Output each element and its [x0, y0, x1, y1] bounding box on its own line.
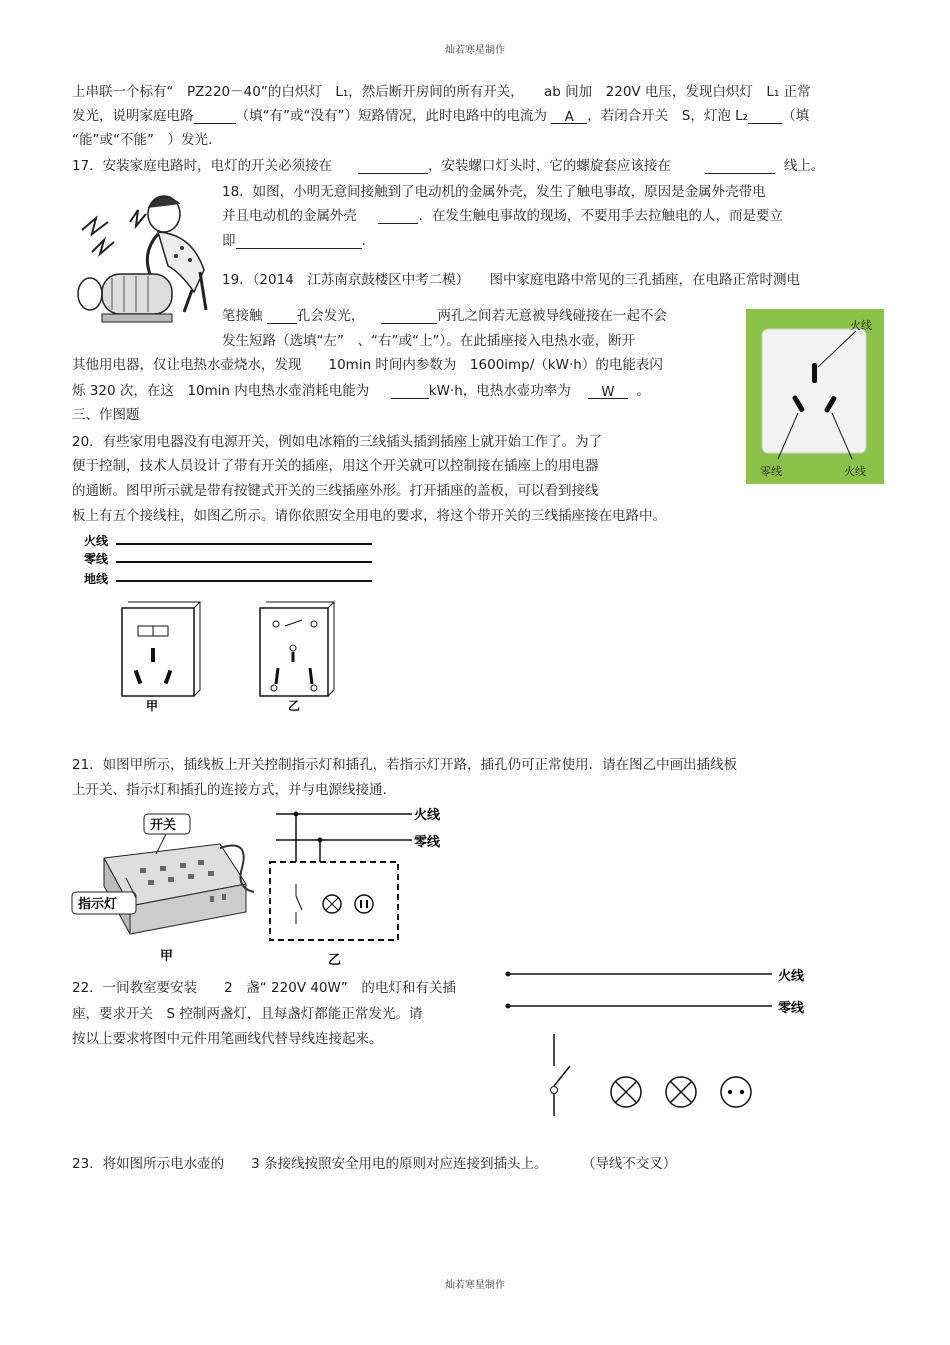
q17: 17．安装家庭电路时，电灯的开关必须接在 ，安装螺口灯头时，它的螺旋套应该接在 线上。: [72, 158, 825, 174]
q21-line1: 21．如图甲所示，插线板上开关控制指示灯和插孔，若指示灯开路，插孔仍可正常使用．请在图乙中画出插线板: [72, 757, 738, 773]
socket-symbol-icon: [355, 895, 373, 913]
q16-blank-short-circuit[interactable]: [194, 109, 236, 124]
wire-label-neutral-22: 零线: [778, 1001, 805, 1016]
callout-indicator: 指示灯: [78, 897, 118, 912]
q21-line2: 上开关、指示灯和插孔的连接方式，并与电源线接通.: [72, 782, 387, 798]
label-live: 火线: [844, 465, 866, 478]
wire-label-fire: 火线: [84, 534, 109, 548]
socket-22-icon[interactable]: [721, 1077, 751, 1107]
q19-line1: 19．（2014 江苏南京鼓楼区中考二模） 图中家庭电路中常见的三孔插座，在电路正常时测电: [222, 272, 801, 288]
q18-blank-action[interactable]: [236, 234, 362, 249]
three-hole-socket-photo: [746, 309, 884, 484]
q18-line1: 18．如图，小明无意间接触到了电动机的金属外壳，发生了触电事故，原因是金属外壳带电: [222, 184, 766, 200]
q18-line2: 并且电动机的金属外壳 ．在发生触电事故的现场，不要用手去拉触电的人，而是要立: [222, 208, 783, 224]
q16-blank-l2[interactable]: [748, 109, 782, 124]
q16-blank-current[interactable]: A: [551, 109, 587, 124]
q18-blank-ground[interactable]: [378, 209, 418, 224]
fig-label-jia: 甲: [146, 699, 159, 713]
power-strip-figure: [70, 808, 260, 968]
q19-line2: 笔接触 孔会发光， 两孔之间若无意被导线碰接在一起不会: [222, 308, 667, 324]
section-title: 三、作图题: [72, 407, 140, 423]
q22-line3: 按以上要求将图中元件用笔画线代替导线连接起来。: [72, 1031, 383, 1047]
lamp-2-icon[interactable]: [666, 1077, 696, 1107]
q16-line2: 发光，说明家庭电路 （填“有”或“没有”）短路情况，此时电路中的电流为 A ，若闭合开关 S，灯泡 L₂ （填: [72, 108, 810, 125]
callout-switch: 开关: [150, 818, 177, 833]
page-header: 灿若寒星制作: [445, 45, 505, 56]
socket-top-hole: [812, 363, 817, 383]
q19-blank-energy[interactable]: [391, 384, 429, 399]
q20-line4: 板上有五个接线柱，如图乙所示。请你依照安全用电的要求，将这个带开关的三线插座接在电路中。: [72, 508, 666, 524]
q20-line2: 便于控制，技术人员设计了带有开关的插座，用这个开关就可以控制接在插座上的用电器: [72, 458, 599, 474]
page-footer: 灿若寒星制作: [445, 1280, 505, 1291]
socket-jia: [122, 602, 200, 696]
wire-label-fire-21: 火线: [414, 808, 441, 823]
q22-line1: 22．一间教室要安装 2 盏“ 220V 40W” 的电灯和有关插: [72, 980, 456, 996]
lamp-1-icon[interactable]: [611, 1077, 641, 1107]
label-neutral: 零线: [760, 465, 782, 478]
wire-label-fire-22: 火线: [778, 969, 805, 984]
q20-line3: 的通断。图甲所示就是带有按键式开关的三线插座外形。打开插座的盖板，可以看到接线: [72, 483, 599, 499]
fig-label-yi: 乙: [288, 699, 301, 713]
q21-circuit-figure: [262, 800, 472, 970]
q20-line1: 20．有些家用电器没有电源开关，例如电冰箱的三线插头插到插座上就开始工作了。为了: [72, 434, 603, 450]
electric-shock-figure: [72, 182, 222, 332]
q19-line4: 其他用电器，仅让电热水壶烧水，发现 10min 时间内参数为 1600imp/（kW·h）的电能表闪: [72, 357, 663, 373]
q19-line5: 烁 320 次，在这 10min 内电热水壶消耗电能为 kW·h，电热水壶功率为 W 。: [72, 383, 651, 400]
fig-label-jia-21: 甲: [160, 949, 174, 964]
wire-label-neutral: 零线: [84, 552, 109, 566]
q19-blank-power[interactable]: W: [588, 384, 628, 399]
q16-line1: 上串联一个标有“ PZ220－40”的白炽灯 L₁，然后断开房间的所有开关， ab 间加 220V 电压，发现白炽灯 L₁ 正常: [72, 84, 811, 100]
q23: 23．将如图所示电水壶的 3 条接线按照安全用电的原则对应连接到插头上。 （导线不交叉）: [72, 1156, 677, 1172]
label-fire-top: 火线: [850, 319, 872, 332]
q18-line3: 即 .: [222, 233, 366, 249]
q16-line3: “能”或“不能” ）发光.: [72, 132, 213, 148]
wire-label-ground: 地线: [84, 572, 109, 586]
switch-s-icon[interactable]: [551, 1034, 571, 1116]
q22-circuit-figure: [500, 962, 820, 1122]
wire-label-neutral-21: 零线: [414, 835, 441, 850]
socket-yi: [260, 602, 334, 696]
q22-line2: 座，要求开关 S 控制两盏灯，且每盏灯都能正常发光。请: [72, 1006, 423, 1022]
q17-blank-switch[interactable]: [358, 159, 428, 174]
q17-blank-screw[interactable]: [705, 159, 775, 174]
q20-figure: [80, 528, 380, 713]
q19-blank-hole[interactable]: [267, 309, 297, 324]
q19-line3: 发生短路（选填“左” 、“右”或“上”）。在此插座接入电热水壶，断开: [222, 333, 636, 349]
fig-label-yi-21: 乙: [328, 953, 342, 968]
q19-blank-two-holes[interactable]: [381, 309, 437, 324]
